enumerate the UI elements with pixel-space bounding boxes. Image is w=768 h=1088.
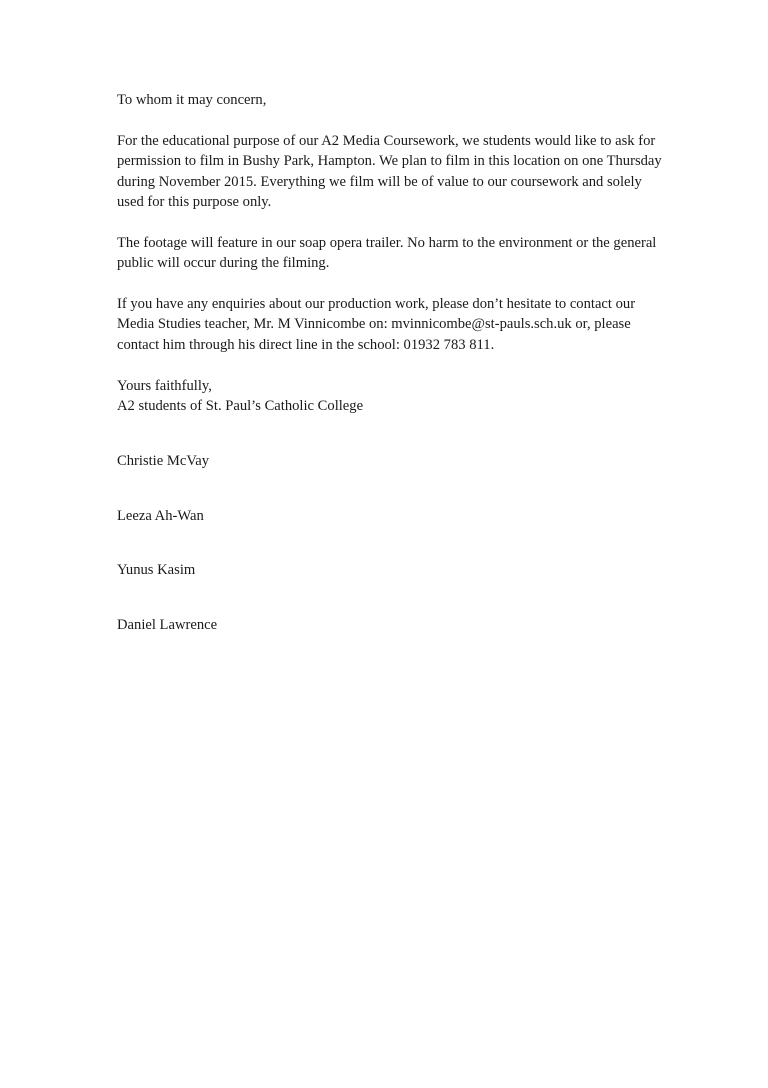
signatory-name: Leeza Ah-Wan <box>117 507 204 524</box>
closing: Yours faithfully, <box>117 377 212 394</box>
sender-line: A2 students of St. Paul’s Catholic College <box>117 398 364 415</box>
signatory-name: Daniel Lawrence <box>117 616 218 633</box>
signatory-name: Christie McVay <box>117 453 210 470</box>
paragraph-permission-request: For the educational purpose of our A2 Media Coursework, we students would like to ask for permission to film in Bushy Park, Hampton. We plan to film in this location on one Thursday during November 2015. Everything we film will be of value to our coursework and solely used for this purpose only. <box>117 132 662 211</box>
salutation: To whom it may concern, <box>117 92 267 108</box>
paragraph-footage-purpose: The footage will feature in our soap opera trailer. No harm to the environment or the general public will occur during the filming. <box>117 234 657 272</box>
paragraph-contact-details: If you have any enquiries about our production work, please don’t hesitate to contact our Media Studies teacher, Mr. M Vinnicombe on: mvinnicombe@st-pauls.sch.uk or, please contact him through his direct line in the school: 01932 783 811. <box>117 296 636 353</box>
letter-body <box>117 90 662 635</box>
signatory-name: Yunus Kasim <box>117 562 196 579</box>
